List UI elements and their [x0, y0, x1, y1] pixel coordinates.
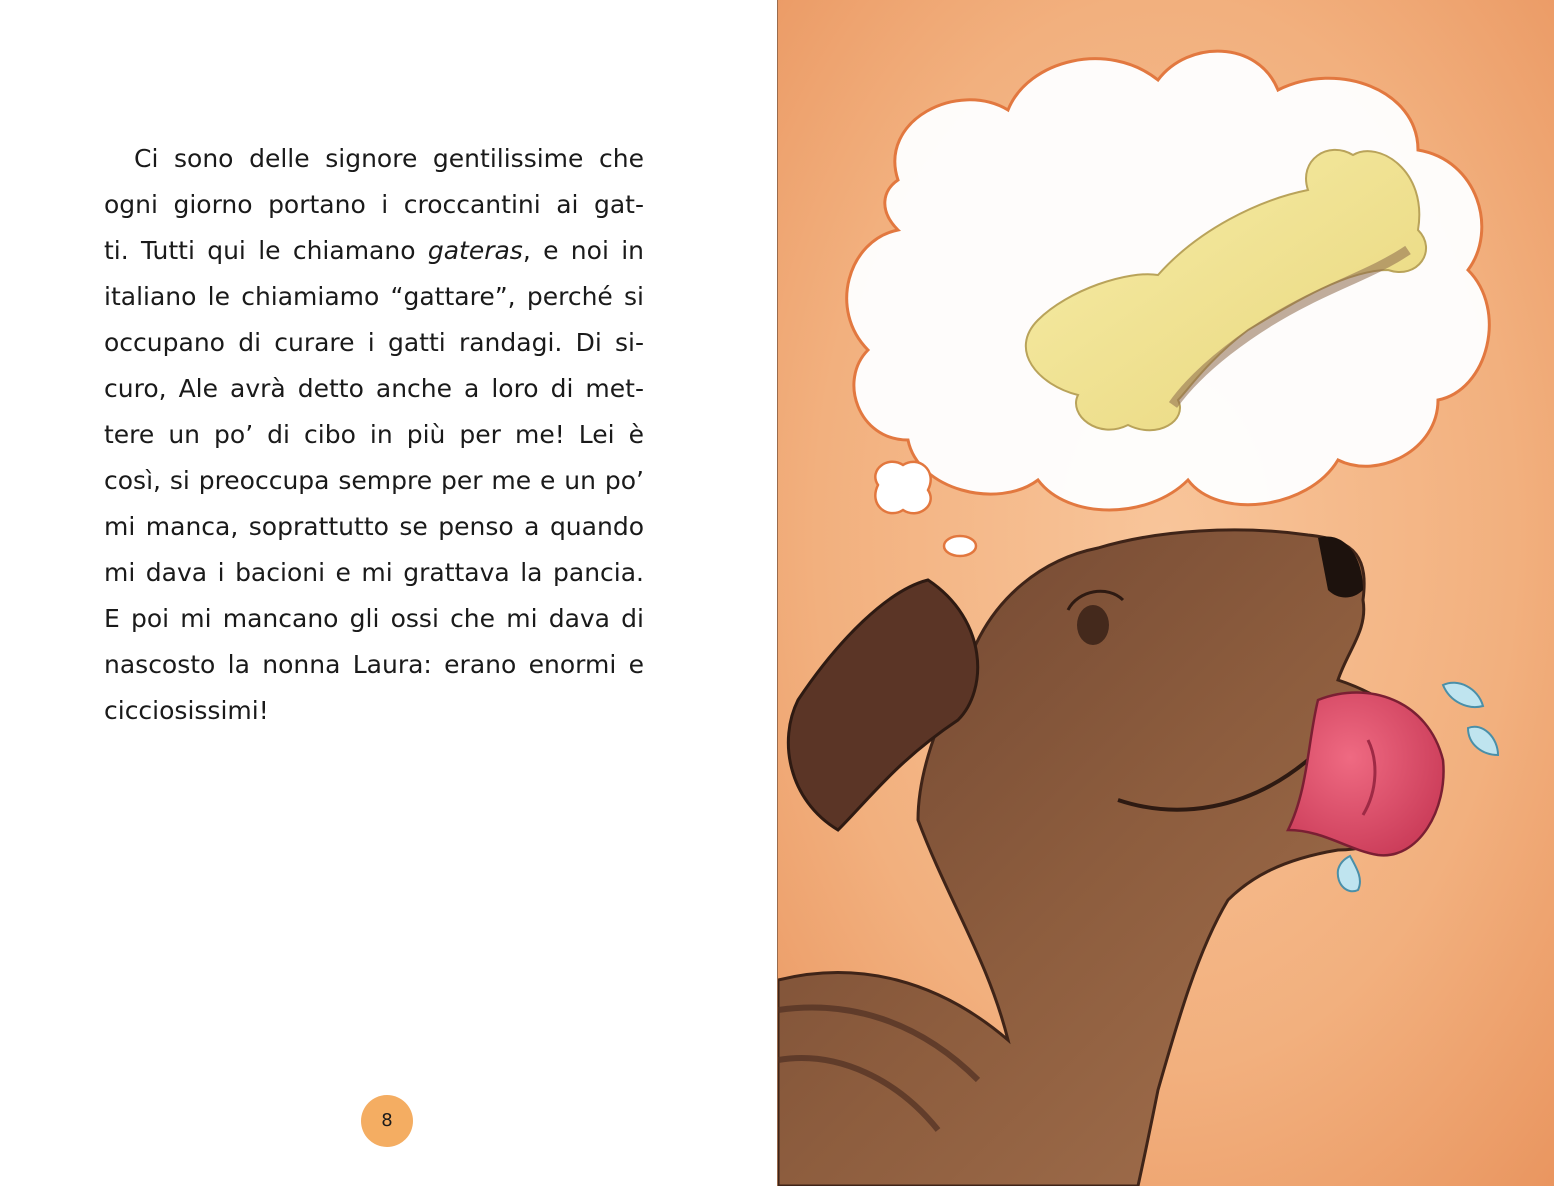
italic-word: gateras — [427, 236, 523, 265]
body-text — [104, 136, 644, 734]
illustration-page — [778, 0, 1554, 1186]
text-line: tere un po’ di cibo in più per me! Lei è — [104, 420, 644, 449]
text-line — [104, 228, 644, 274]
text-line: italiano le chiamiamo “gattare”, perché si — [104, 282, 644, 311]
text-line: mi dava i bacioni e mi grattava la pancia. — [104, 558, 644, 587]
text-line: curo, Ale avrà detto anche a loro di met- — [104, 374, 644, 403]
text-line: così, si preoccupa sempre per me e un po’ — [104, 466, 644, 495]
page-number: 8 — [361, 1095, 413, 1147]
text-line: Ci sono delle signore gentilissime che — [134, 144, 644, 173]
text-line: occupano di curare i gatti randagi. Di si- — [104, 328, 644, 357]
text-line: nascosto la nonna Laura: erano enormi e — [104, 650, 644, 679]
text-segment: ti. Tutti qui le chiamano — [104, 236, 428, 265]
illustration — [778, 0, 1554, 1186]
text-line: cicciosissimi! — [104, 696, 269, 725]
text-line: ogni giorno portano i croccantini ai gat- — [104, 190, 644, 219]
text-line: mi manca, soprattutto se penso a quando — [104, 512, 644, 541]
text-segment: , e noi in — [522, 236, 644, 265]
text-line: E poi mi mancano gli ossi che mi dava di — [104, 604, 644, 633]
